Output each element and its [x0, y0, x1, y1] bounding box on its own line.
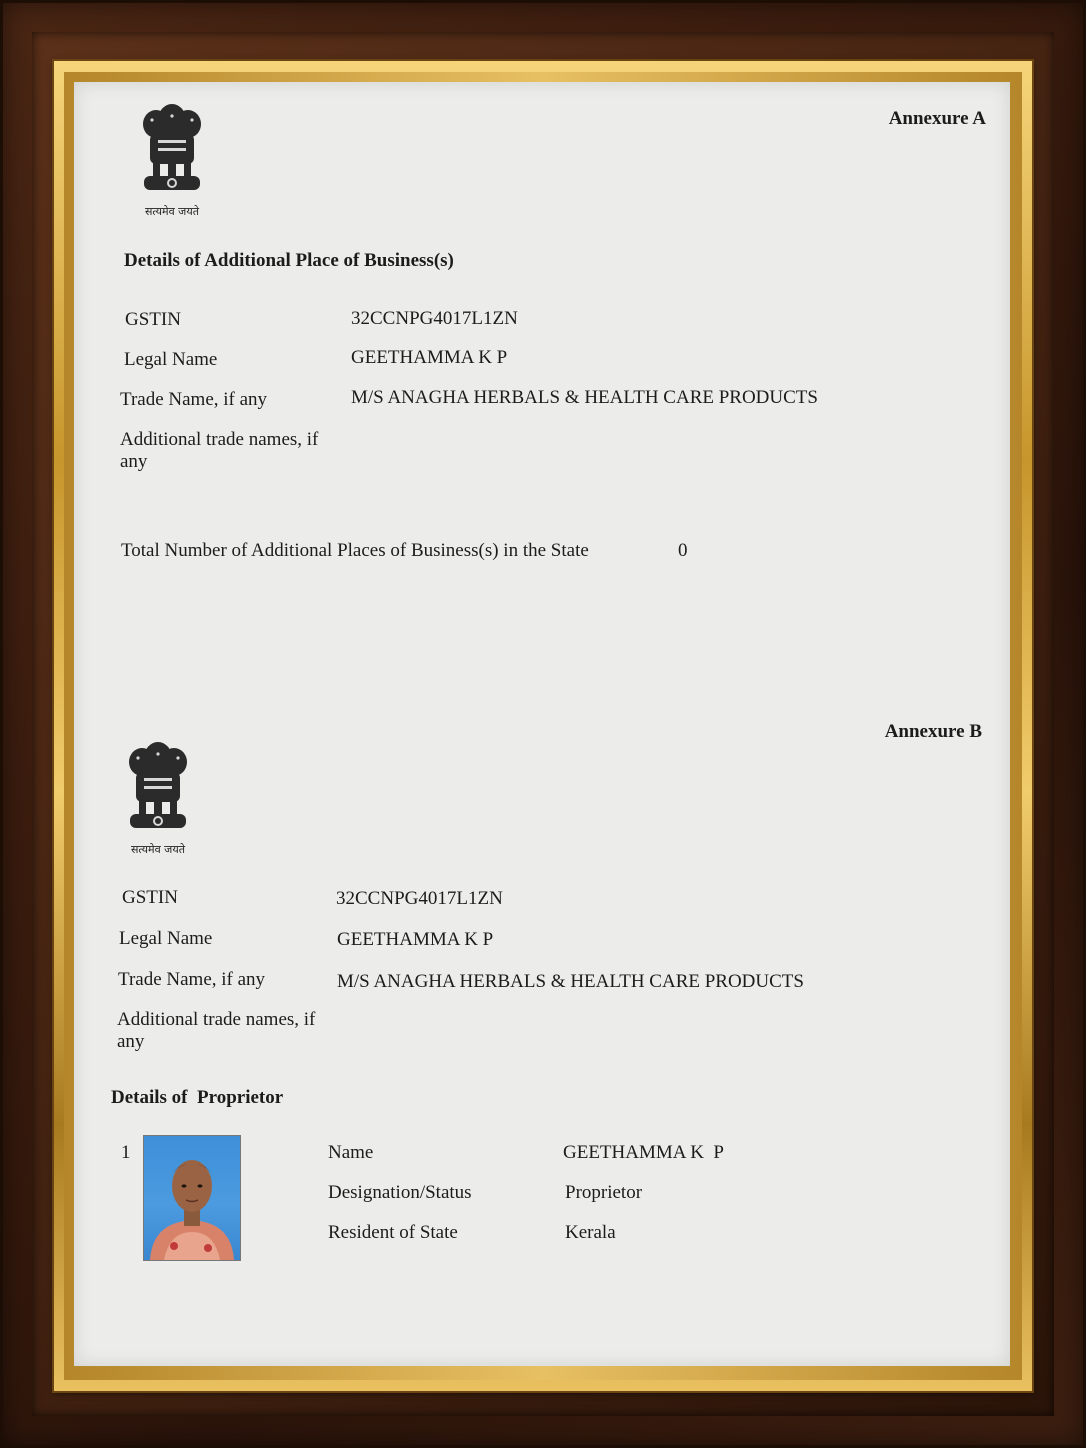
label-trade-name-b: Trade Name, if any: [118, 969, 266, 990]
value-gstin-b: 32CCNPG4017L1ZN: [336, 888, 503, 909]
section-title-proprietor: Details of Proprietor: [111, 1087, 284, 1108]
label-total-additional-places: Total Number of Additional Places of Business(s) in the State: [121, 540, 589, 561]
label-additional-trade-names-b-line2: any: [117, 1031, 145, 1052]
proprietor-value-name: GEETHAMMA K P: [563, 1142, 724, 1163]
annexure-b-label: Annexure B: [884, 721, 982, 742]
value-trade-name: M/S ANAGHA HERBALS & HEALTH CARE PRODUCTS: [351, 387, 818, 408]
emblem-motto: सत्यमेव जयते: [130, 843, 185, 856]
value-total-additional-places: 0: [678, 540, 688, 561]
value-legal-name-b: GEETHAMMA K P: [337, 929, 494, 950]
label-additional-trade-names-b-line1: Additional trade names, if: [117, 1009, 316, 1030]
section-title-additional-places: Details of Additional Place of Business(s): [124, 250, 454, 271]
proprietor-label-designation: Designation/Status: [328, 1182, 472, 1203]
value-legal-name: GEETHAMMA K P: [351, 347, 508, 368]
value-gstin: 32CCNPG4017L1ZN: [351, 308, 518, 329]
national-emblem-bottom: [116, 736, 200, 857]
label-trade-name: Trade Name, if any: [120, 389, 268, 410]
ashoka-emblem-icon: [122, 736, 194, 840]
proprietor-photo: [144, 1136, 240, 1260]
proprietor-index: 1: [121, 1142, 131, 1163]
proprietor-label-name: Name: [328, 1142, 374, 1163]
certificate-page: [74, 82, 1010, 1366]
label-gstin: GSTIN: [125, 309, 181, 330]
proprietor-label-resident-state: Resident of State: [328, 1222, 458, 1243]
label-additional-trade-names-line2: any: [120, 451, 148, 472]
emblem-motto: सत्यमेव जयते: [144, 205, 199, 218]
value-trade-name-b: M/S ANAGHA HERBALS & HEALTH CARE PRODUCTS: [337, 971, 804, 992]
person-portrait-icon: [144, 1136, 240, 1260]
label-additional-trade-names-line1: Additional trade names, if: [120, 429, 319, 450]
ashoka-emblem-icon: [136, 98, 208, 202]
proprietor-value-designation: Proprietor: [565, 1182, 643, 1203]
label-legal-name-b: Legal Name: [119, 928, 213, 949]
proprietor-value-resident-state: Kerala: [565, 1222, 616, 1243]
label-legal-name: Legal Name: [124, 349, 218, 370]
annexure-a-label: Annexure A: [888, 108, 986, 129]
national-emblem-top: [130, 98, 214, 219]
label-gstin-b: GSTIN: [122, 887, 178, 908]
